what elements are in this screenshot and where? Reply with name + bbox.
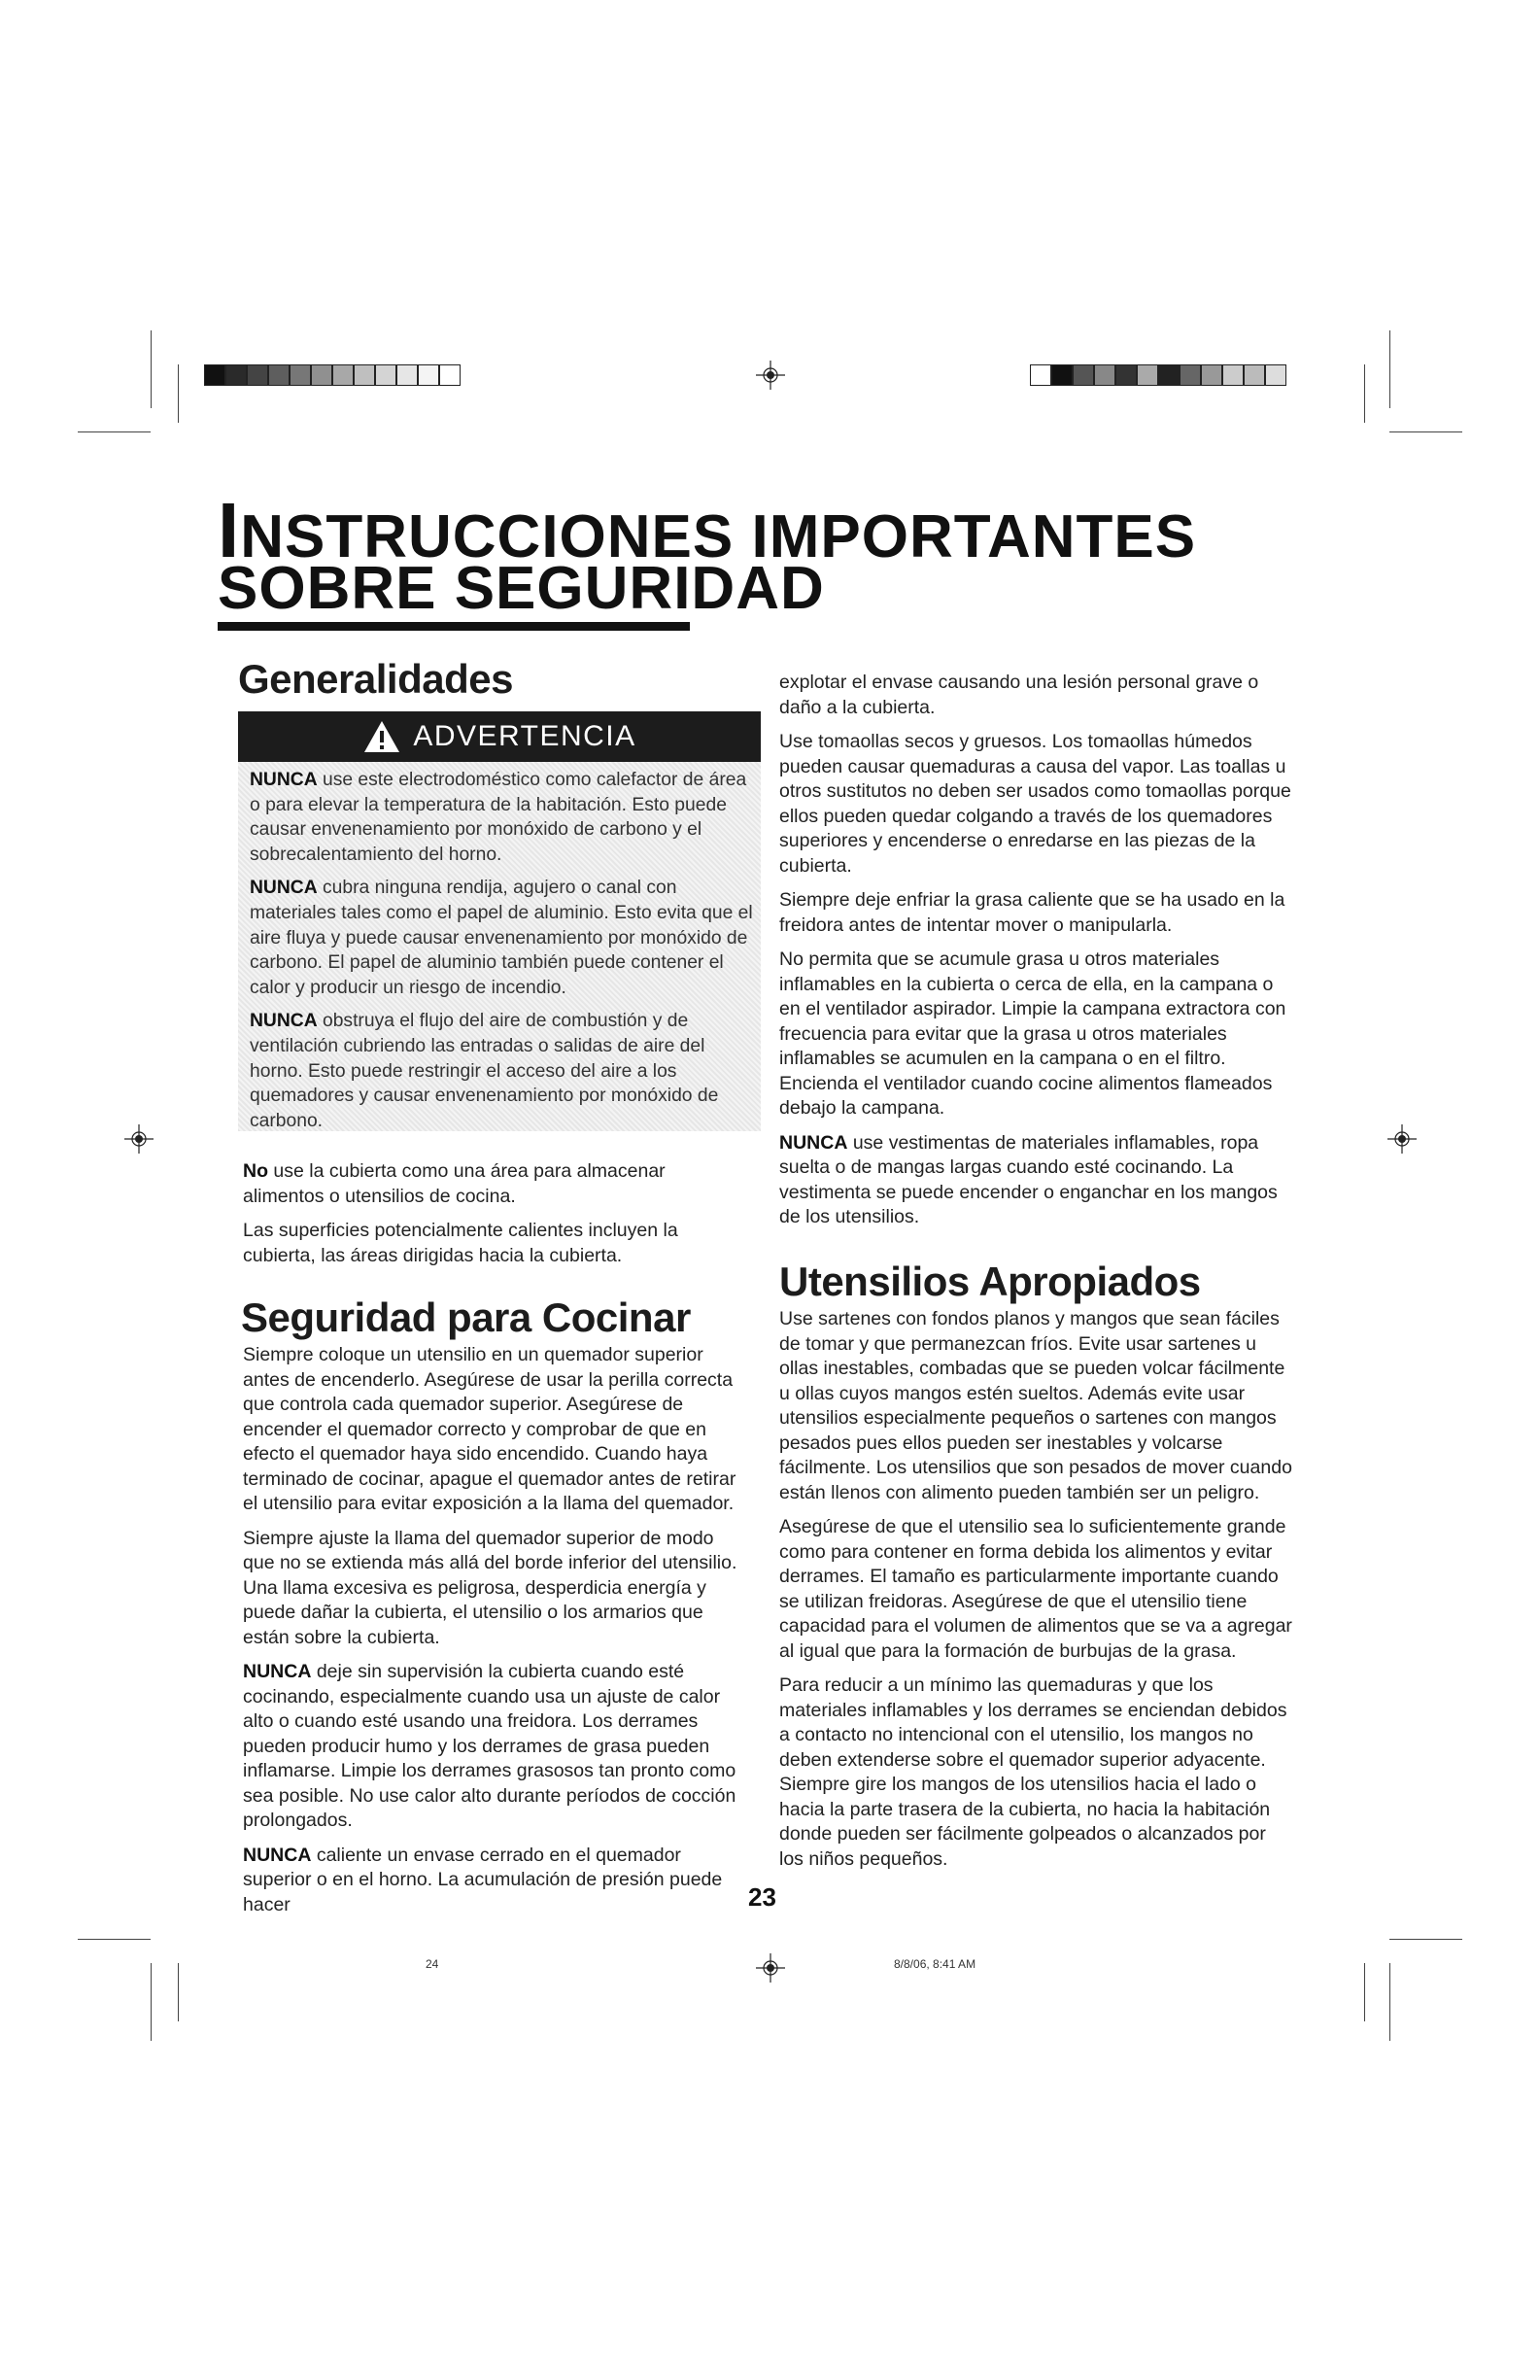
section-heading-seguridad-cocinar: Seguridad para Cocinar [241, 1294, 691, 1340]
section-heading-utensilios: Utensilios Apropiados [779, 1259, 1201, 1304]
right-column-top [779, 671, 1294, 1240]
slug-left: 24 [426, 1957, 439, 1971]
warning-triangle-icon [362, 719, 401, 754]
warning-label: ADVERTENCIA [413, 720, 636, 752]
registration-mark-icon [1387, 1124, 1417, 1154]
warning-paragraph: NUNCA use este electrodoméstico como calefactor de área o para elevar la temperatura de la habitación. Esto puede causar envenenamiento por monóxido de carbono y el sobrecalentamiento del horno. [250, 770, 747, 865]
body-paragraph: explotar el envase causando una lesión personal grave o daño a la cubierta. [779, 672, 1259, 718]
body-paragraph: Para reducir a un mínimo las quemaduras y que los materiales inflamables y los derrames se enciendan debidos a contacto no intencional con el utensilio, los mangos no deben extenderse sobre el quemador superior adyacente. Siempre gire los mangos de los utensilios hacia el lado o hacia la parte trasera de la cubierta, no hacia la habitación donde pueden ser fácilmente golpeados o alcanzados por los niños pequeños. [779, 1674, 1287, 1870]
page-number: 23 [748, 1882, 776, 1912]
body-paragraph: Siempre coloque un utensilio en un quemador superior antes de encenderlo. Asegúrese de usar la perilla correcta que controla cada quemador superior. Asegúrese de encender el quemador correcto y comprobar de que en efecto el quemador haya sido encendido. Cuando haya terminado de cocinar, apague el quemador antes de retirar el utensilio para evitar exposición a la llama del quemador. [243, 1344, 736, 1514]
warning-body [250, 768, 757, 1142]
body-paragraph: Use tomaollas secos y gruesos. Los tomaollas húmedos pueden causar quemaduras a causa del vapor. Las toallas u otros sustitutos no deben ser usados como tomaollas porque ellos pueden quedar colgando a través de los quemadores superiores y encenderse o enredarse en las piezas de la cubierta. [779, 731, 1291, 877]
body-paragraph: Siempre ajuste la llama del quemador superior de modo que no se extienda más allá del borde inferior del utensilio. Una llama excesiva es peligrosa, desperdicia energía y puede dañar la cubierta, el utensilio o los armarios que están sobre la cubierta. [243, 1527, 737, 1648]
registration-mark-icon [756, 1953, 785, 1983]
density-bar-right [1030, 364, 1286, 386]
registration-mark-icon [124, 1124, 154, 1154]
body-paragraph: Siempre deje enfriar la grasa caliente que se ha usado en la freidora antes de intentar mover o manipularla. [779, 889, 1285, 936]
title-underline [218, 622, 690, 631]
warning-paragraph: NUNCA obstruya el flujo del aire de combustión y de ventilación cubriendo las entradas o salidas de aire del horno. Esto puede restringir el acceso del aire a los quemadores y causar envenenamiento por monóxido de carbono. [250, 1011, 719, 1131]
section-heading-generalidades: Generalidades [238, 656, 513, 702]
body-paragraph: NUNCA use vestimentas de materiales inflamables, ropa suelta o de mangas largas cuando esté cocinando. La vestimenta se puede encender o enganchar en los mangos de los utensilios. [779, 1131, 1278, 1227]
left-column-general [243, 1159, 743, 1278]
warning-paragraph: NUNCA cubra ninguna rendija, agujero o canal con materiales tales como el papel de aluminio. Esto evita que el aire fluya y puede causar envenenamiento por monóxido de carbono. El papel de aluminio también puede contener el calor y producir un riesgo de incendio. [250, 878, 753, 998]
left-column-cooking [243, 1343, 743, 1927]
right-column-bottom [779, 1307, 1294, 1881]
body-paragraph: NUNCA caliente un envase cerrado en el quemador superior o en el horno. La acumulación de presión puede hacer [243, 1844, 723, 1915]
warning-header [238, 711, 761, 762]
density-bar-left [204, 364, 461, 386]
body-paragraph: Asegúrese de que el utensilio sea lo suficientemente grande como para contener en forma debida los alimentos y evitar derrames. El tamaño es particularmente importante cuando se utilizan freidoras. Asegúrese de que el utensilio tiene capacidad para el volumen de alimentos que se va a agregar al igual que para la formación de burbujas de la grasa. [779, 1516, 1292, 1662]
body-paragraph: No use la cubierta como una área para almacenar alimentos o utensilios de cocina. [243, 1160, 666, 1207]
slug-right: 8/8/06, 8:41 AM [894, 1957, 976, 1971]
body-paragraph: Use sartenes con fondos planos y mangos que sean fáciles de tomar y que permanezcan fríos. Evite usar sartenes u ollas inestables, combadas que se pueden volcar fácilmente u ollas cuyos mangos estén sueltos. Además evite usar utensilios especialmente pequeños o sartenes con mangos pesados pues ellos pueden ser inestables y volcarse fácilmente. Los utensilios que son pesados de mover cuando están llenos con alimento pueden también ser un peligro. [779, 1308, 1292, 1503]
body-paragraph: NUNCA deje sin supervisión la cubierta cuando esté cocinando, especialmente cuando usa un ajuste de calor alto o cuando esté usando una freidora. Los derrames pueden producir humo y los derrames de grasa pueden inflamarse. Limpie los derrames grasosos tan pronto como sea posible. No use calor alto durante períodos de cocción prolongados. [243, 1661, 736, 1831]
page-title-line2: SOBRE SEGURIDAD [218, 555, 825, 622]
page-title-line1: INSTRUCCIONES IMPORTANTES [218, 487, 1197, 573]
registration-mark-icon [756, 361, 785, 390]
body-paragraph: No permita que se acumule grasa u otros materiales inflamables en la cubierta o cerca de ella, en la campana o en el ventilador aspirador. Limpie la campana extractora con frecuencia para evitar que la grasa u otros materiales inflamables se acumulen en la campana o en el filtro. Encienda el ventilador cuando cocine alimentos flameados debajo la campana. [779, 949, 1286, 1119]
body-paragraph: Las superficies potencialmente calientes incluyen la cubierta, las áreas dirigidas hacia la cubierta. [243, 1220, 678, 1266]
